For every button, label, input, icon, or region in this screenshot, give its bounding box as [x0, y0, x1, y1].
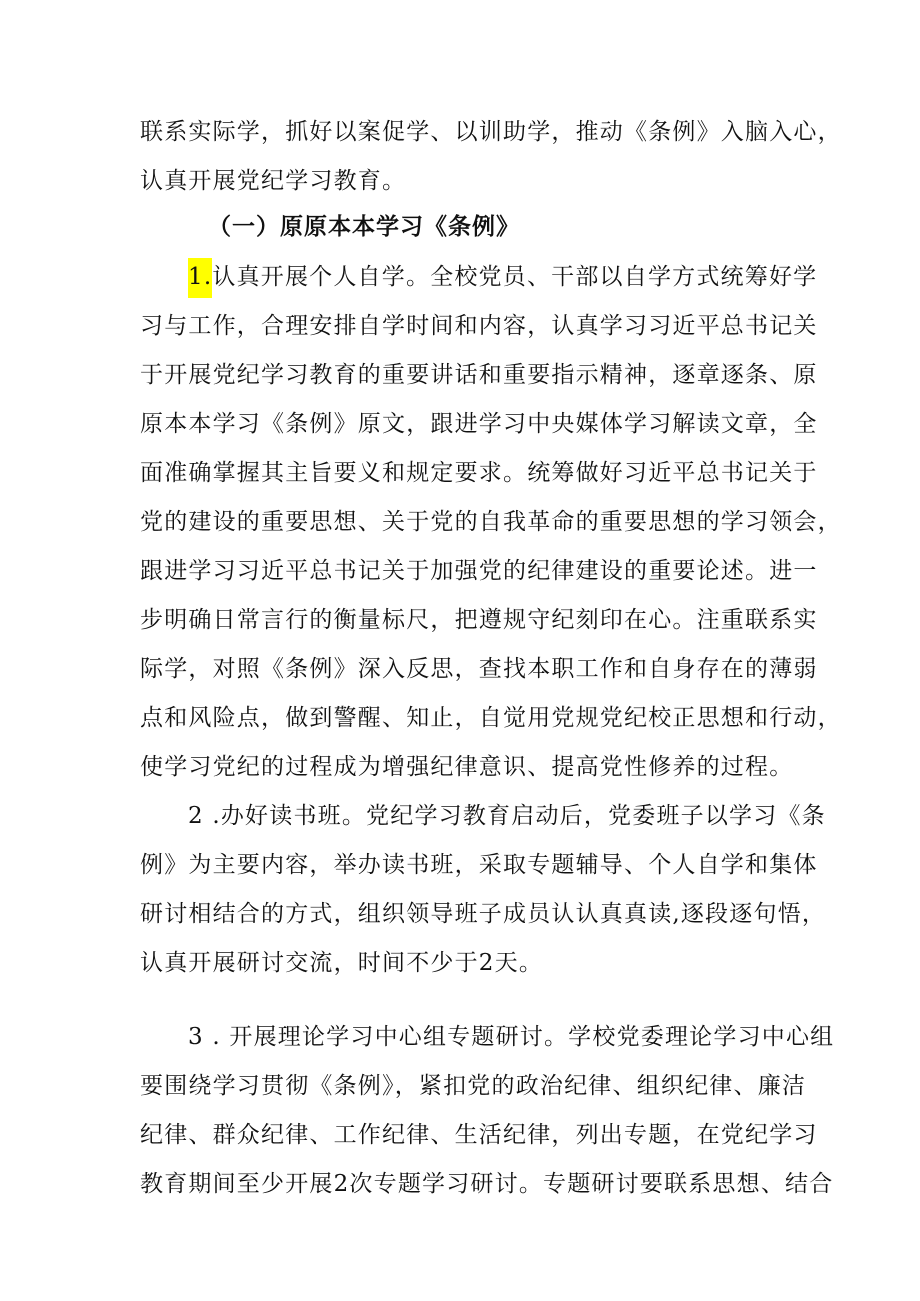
paragraph-line: 2 .办好读书班。党纪学习教育启动后，党委班子以学习《条: [188, 803, 826, 829]
paragraph-line: 认真开展研讨交流，时间不少于2天。: [140, 950, 544, 976]
paragraph-line: 跟进学习习近平总书记关于加强党的纪律建设的重要论述。进一: [140, 558, 818, 584]
paragraph-line: 际学，对照《条例》深入反思，查找本职工作和自身存在的薄弱: [140, 656, 818, 682]
paragraph-line: 于开展党纪学习教育的重要讲话和重要指示精神，逐章逐条、原: [140, 362, 818, 388]
paragraph-line: 要围绕学习贯彻《条例》，紧扣党的政治纪律、组织纪律、廉洁: [140, 1073, 807, 1099]
paragraph-line: 研讨相结合的方式，组织领导班子成员认认真真读,逐段逐句悟，: [140, 901, 827, 927]
section-heading: （一）原原本本学习《条例》: [208, 214, 520, 240]
paragraph-line: 原本本学习《条例》原文，跟进学习中央媒体学习解读文章，全: [140, 411, 818, 437]
paragraph-line: 习与工作，合理安排自学时间和内容，认真学习习近平总书记关: [140, 313, 818, 339]
paragraph-line: 例》为主要内容，举办读书班，采取专题辅导、个人自学和集体: [140, 852, 818, 878]
item1-number-highlight: 1.: [188, 258, 212, 298]
paragraph-line: 面准确掌握其主旨要义和规定要求。统筹做好习近平总书记关于: [140, 460, 818, 486]
paragraph-line: 认真开展党纪学习教育。: [140, 168, 407, 194]
item1-first-line: [188, 262, 818, 292]
item1-first-line-text: 认真开展个人自学。全校党员、干部以自学方式统筹好学: [212, 264, 818, 290]
paragraph-line: 联系实际学，抓好以案促学、以训助学，推动《条例》入脑入心，: [140, 119, 842, 145]
paragraph-line: 教育期间至少开展2次专题学习研讨。专题研讨要联系思想、结合: [140, 1171, 834, 1197]
paragraph-line: 3 . 开展理论学习中心组专题研讨。学校党委理论学习中心组: [188, 1024, 835, 1050]
paragraph-line: 使学习党纪的过程成为增强纪律意识、提高党性修养的过程。: [140, 754, 794, 780]
paragraph-line: 步明确日常言行的衡量标尺，把遵规守纪刻印在心。注重联系实: [140, 607, 818, 633]
paragraph-line: 点和风险点，做到警醒、知止，自觉用党规党纪校正思想和行动，: [140, 705, 842, 731]
paragraph-line: 党的建设的重要思想、关于党的自我革命的重要思想的学习领会，: [140, 509, 842, 535]
paragraph-line: 纪律、群众纪律、工作纪律、生活纪律，列出专题，在党纪学习: [140, 1122, 818, 1148]
